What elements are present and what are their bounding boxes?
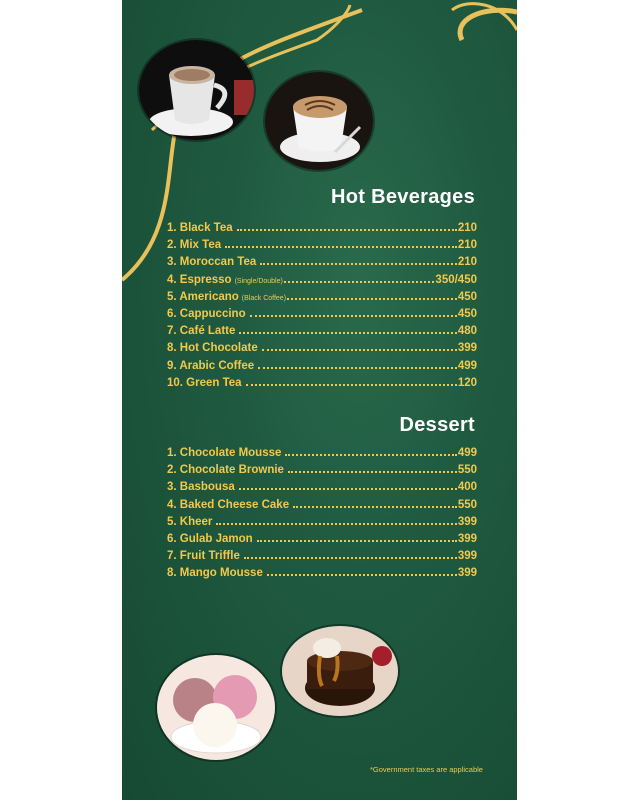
menu-item: 10. Green Tea 120 <box>167 376 477 389</box>
menu-item: 9. Arabic Coffee 499 <box>167 359 477 372</box>
menu-item: 3. Moroccan Tea 210 <box>167 256 477 269</box>
menu-item: 4. Espresso (Single/Double) 350/450 <box>167 273 477 286</box>
menu-item: 1. Black Tea 210 <box>167 222 477 234</box>
menu-item: 5. Kheer 399 <box>167 515 477 528</box>
dessert-list <box>167 447 477 585</box>
menu-item: 2. Mix Tea 210 <box>167 239 477 252</box>
hot-beverages-title: Hot Beverages <box>331 186 475 208</box>
lava-cake-photo <box>282 626 398 716</box>
menu-item: 7. Fruit Triffle 399 <box>167 550 477 563</box>
menu-item: 3. Basbousa 400 <box>167 481 477 494</box>
tax-footnote: *Government taxes are applicable <box>370 765 483 774</box>
menu-item: 6. Gulab Jamon 399 <box>167 532 477 545</box>
dessert-title: Dessert <box>399 414 475 436</box>
menu-item: 6. Cappuccino 450 <box>167 307 477 320</box>
menu-item: 8. Mango Mousse 399 <box>167 567 477 580</box>
ice-cream-photo <box>157 655 275 760</box>
cappuccino-photo <box>265 72 373 170</box>
menu-item: 1. Chocolate Mousse 499 <box>167 447 477 459</box>
menu-item: 2. Chocolate Brownie 550 <box>167 464 477 477</box>
menu-item: 4. Baked Cheese Cake 550 <box>167 498 477 511</box>
menu-item: 8. Hot Chocolate 399 <box>167 342 477 355</box>
menu-item: 7. Café Latte 480 <box>167 325 477 338</box>
hot-beverages-list <box>167 222 477 394</box>
coffee-cup-photo <box>139 40 254 140</box>
menu-item: 5. Americano (Black Coffee) 450 <box>167 290 477 303</box>
menu-card <box>122 0 517 800</box>
